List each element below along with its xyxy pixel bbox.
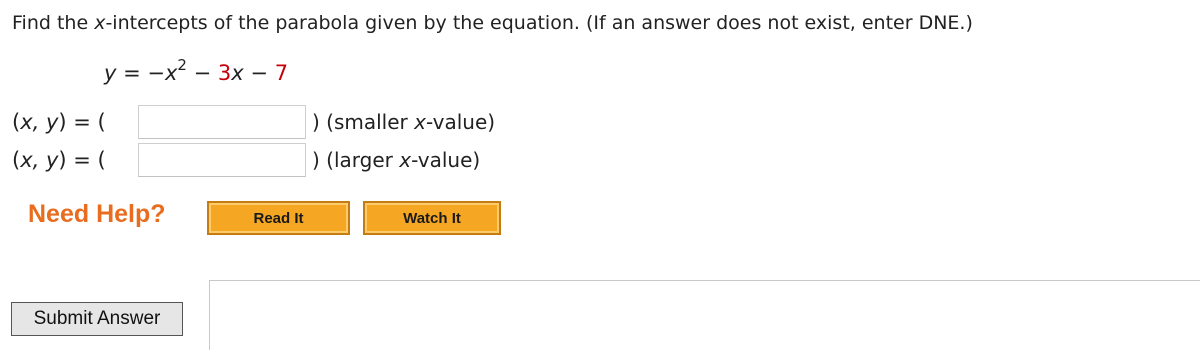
question-part1: Find the: [12, 12, 95, 34]
prefix-open: (: [12, 148, 21, 172]
equation-coefficient: 3: [217, 61, 232, 85]
submit-answer-button[interactable]: Submit Answer: [11, 302, 183, 336]
suffix-pre: ) (larger: [312, 148, 400, 172]
larger-x-input[interactable]: [138, 143, 306, 177]
equation-term2-var: x: [231, 61, 244, 85]
answer-row-smaller: [12, 102, 495, 142]
equation-equals: =: [116, 61, 148, 85]
equation-term1: −x: [147, 61, 178, 85]
answer-suffix: [312, 110, 495, 134]
suffix-pre: ) (smaller: [312, 110, 415, 134]
prefix-open: (: [12, 110, 21, 134]
answer-suffix: [312, 148, 480, 172]
equation-exponent: 2: [177, 56, 187, 74]
need-help-label: Need Help?: [28, 200, 166, 228]
answer-row-larger: [12, 140, 480, 180]
equation-minus: −: [186, 61, 218, 85]
equation: [104, 58, 288, 85]
feedback-area: [209, 280, 1200, 350]
question-var: x: [94, 12, 106, 34]
watch-it-button[interactable]: Watch It: [363, 201, 501, 235]
question-text: [12, 12, 973, 34]
read-it-button[interactable]: Read It: [207, 201, 350, 235]
smaller-x-input[interactable]: [138, 105, 306, 139]
prefix-close: ) = (: [58, 148, 106, 172]
equation-lhs: y: [104, 61, 117, 85]
suffix-post: -value): [411, 148, 481, 172]
answer-prefix: [12, 110, 138, 134]
equation-tail: −: [243, 61, 275, 85]
suffix-post: -value): [425, 110, 496, 134]
suffix-var: x: [414, 110, 426, 134]
prefix-var: x, y: [20, 148, 59, 172]
prefix-var: x, y: [20, 110, 59, 134]
equation-constant: 7: [274, 61, 289, 85]
answer-prefix: [12, 148, 138, 172]
question-part2: -intercepts of the parabola given by the equation. (If an answer does not exist, enter DNE.): [105, 12, 973, 34]
prefix-close: ) = (: [58, 110, 106, 134]
suffix-var: x: [399, 148, 412, 172]
